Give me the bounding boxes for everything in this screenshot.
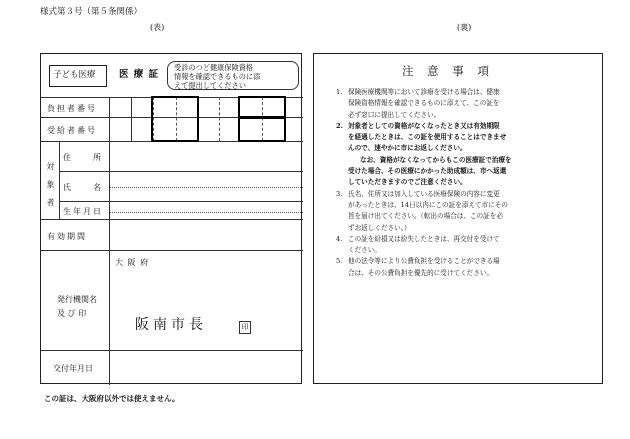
issue-date-label: 交付年月日 (53, 364, 93, 373)
note-line: なお、資格がなくなってからもこの医療証で治療を (360, 155, 512, 164)
payer-number-thick-1 (151, 96, 199, 142)
note-item (336, 155, 601, 189)
note-line: していただきますのでご注意ください。 (348, 178, 467, 187)
subject-label: 対象者 (46, 162, 55, 216)
note-item (336, 121, 601, 155)
note-line: 氏名、住所又は加入している医療保険の内容に変更 (348, 189, 500, 198)
bracket-note-line: 情報を確認できるものに添 (174, 72, 261, 81)
form-number: 様式第３号（第５条関係） (40, 7, 143, 17)
payer-number-thick-2 (238, 96, 286, 118)
note-line: 旨を届け出てください。（転出の場合は、この証を必 (348, 212, 503, 221)
address-label: 住 所 (63, 153, 103, 162)
note-item (336, 87, 601, 121)
prefecture: 大 阪 府 (115, 258, 150, 267)
bracket-note-line: えて提出してください (174, 81, 246, 90)
notes-list (336, 87, 601, 279)
recipient-number-label: 受給者番号 (47, 126, 97, 135)
name-label: 氏 名 (63, 183, 103, 192)
note-line: 合は、その公費負担を優先的に受けてください。 (348, 268, 494, 277)
validity-label: 有効期間 (47, 232, 87, 241)
notes-title: 注 意 事 項 (402, 64, 494, 78)
front-card (40, 53, 302, 384)
note-line: 受けた場合、その医療にかかった助成額は、市へ返還 (348, 167, 507, 176)
note-line: んので、速やかに市にお返しください。 (348, 144, 467, 153)
child-medical-label: 子ども医療 (53, 70, 96, 80)
issuer-label-2: 及 び 印 (57, 309, 87, 318)
certificate-title: 医 療 証 (119, 69, 160, 80)
seal: 印 (239, 321, 251, 334)
bracket-note (174, 63, 260, 90)
back-side-label: (裏) (457, 23, 472, 32)
note-line: この証を紛損又は紛失したときは、再交付を受けて (348, 234, 500, 243)
note-line: 対象者としての資格がなくなったとき又は有効期限 (348, 121, 500, 130)
note-line: 保険医療機関等において診療を受ける場合は、健康 (348, 88, 500, 96)
footer-note: この証は、大阪府以外では使えません。 (44, 394, 180, 403)
issuer-name: 阪南市長 (135, 317, 207, 333)
note-line: があったときは、14日以内にこの証を添えて市にその (348, 200, 508, 209)
note-line: ください。 (348, 246, 381, 255)
back-card (313, 53, 603, 384)
note-number: 4. (336, 234, 343, 243)
note-number: 1. (336, 88, 343, 96)
note-number: 5. (336, 257, 343, 266)
front-side-label: (表) (150, 23, 165, 32)
note-line: 他の法令等により公費負担を受けることができる場 (348, 257, 500, 266)
payer-number-label: 負担者番号 (47, 104, 97, 113)
note-line: 保険資格情報を確認できるものに添えて、この証を (348, 99, 500, 108)
note-line: 必ず窓口に提出してください。 (348, 110, 441, 119)
note-number: 3. (336, 189, 343, 198)
note-item (336, 189, 601, 234)
note-line: を経過したときは、この証を使用することはできませ (348, 133, 507, 142)
note-item (336, 256, 601, 279)
note-line: ずお返しください。） (348, 223, 411, 232)
note-item (336, 234, 601, 257)
recipient-number-thick (238, 117, 286, 142)
issuer-label-1: 発行機関名 (57, 295, 97, 304)
birthdate-label: 生年月日 (63, 207, 103, 216)
note-number: 2. (336, 121, 343, 130)
bracket-note-line: 受診のつど健康保険資格 (174, 63, 254, 72)
